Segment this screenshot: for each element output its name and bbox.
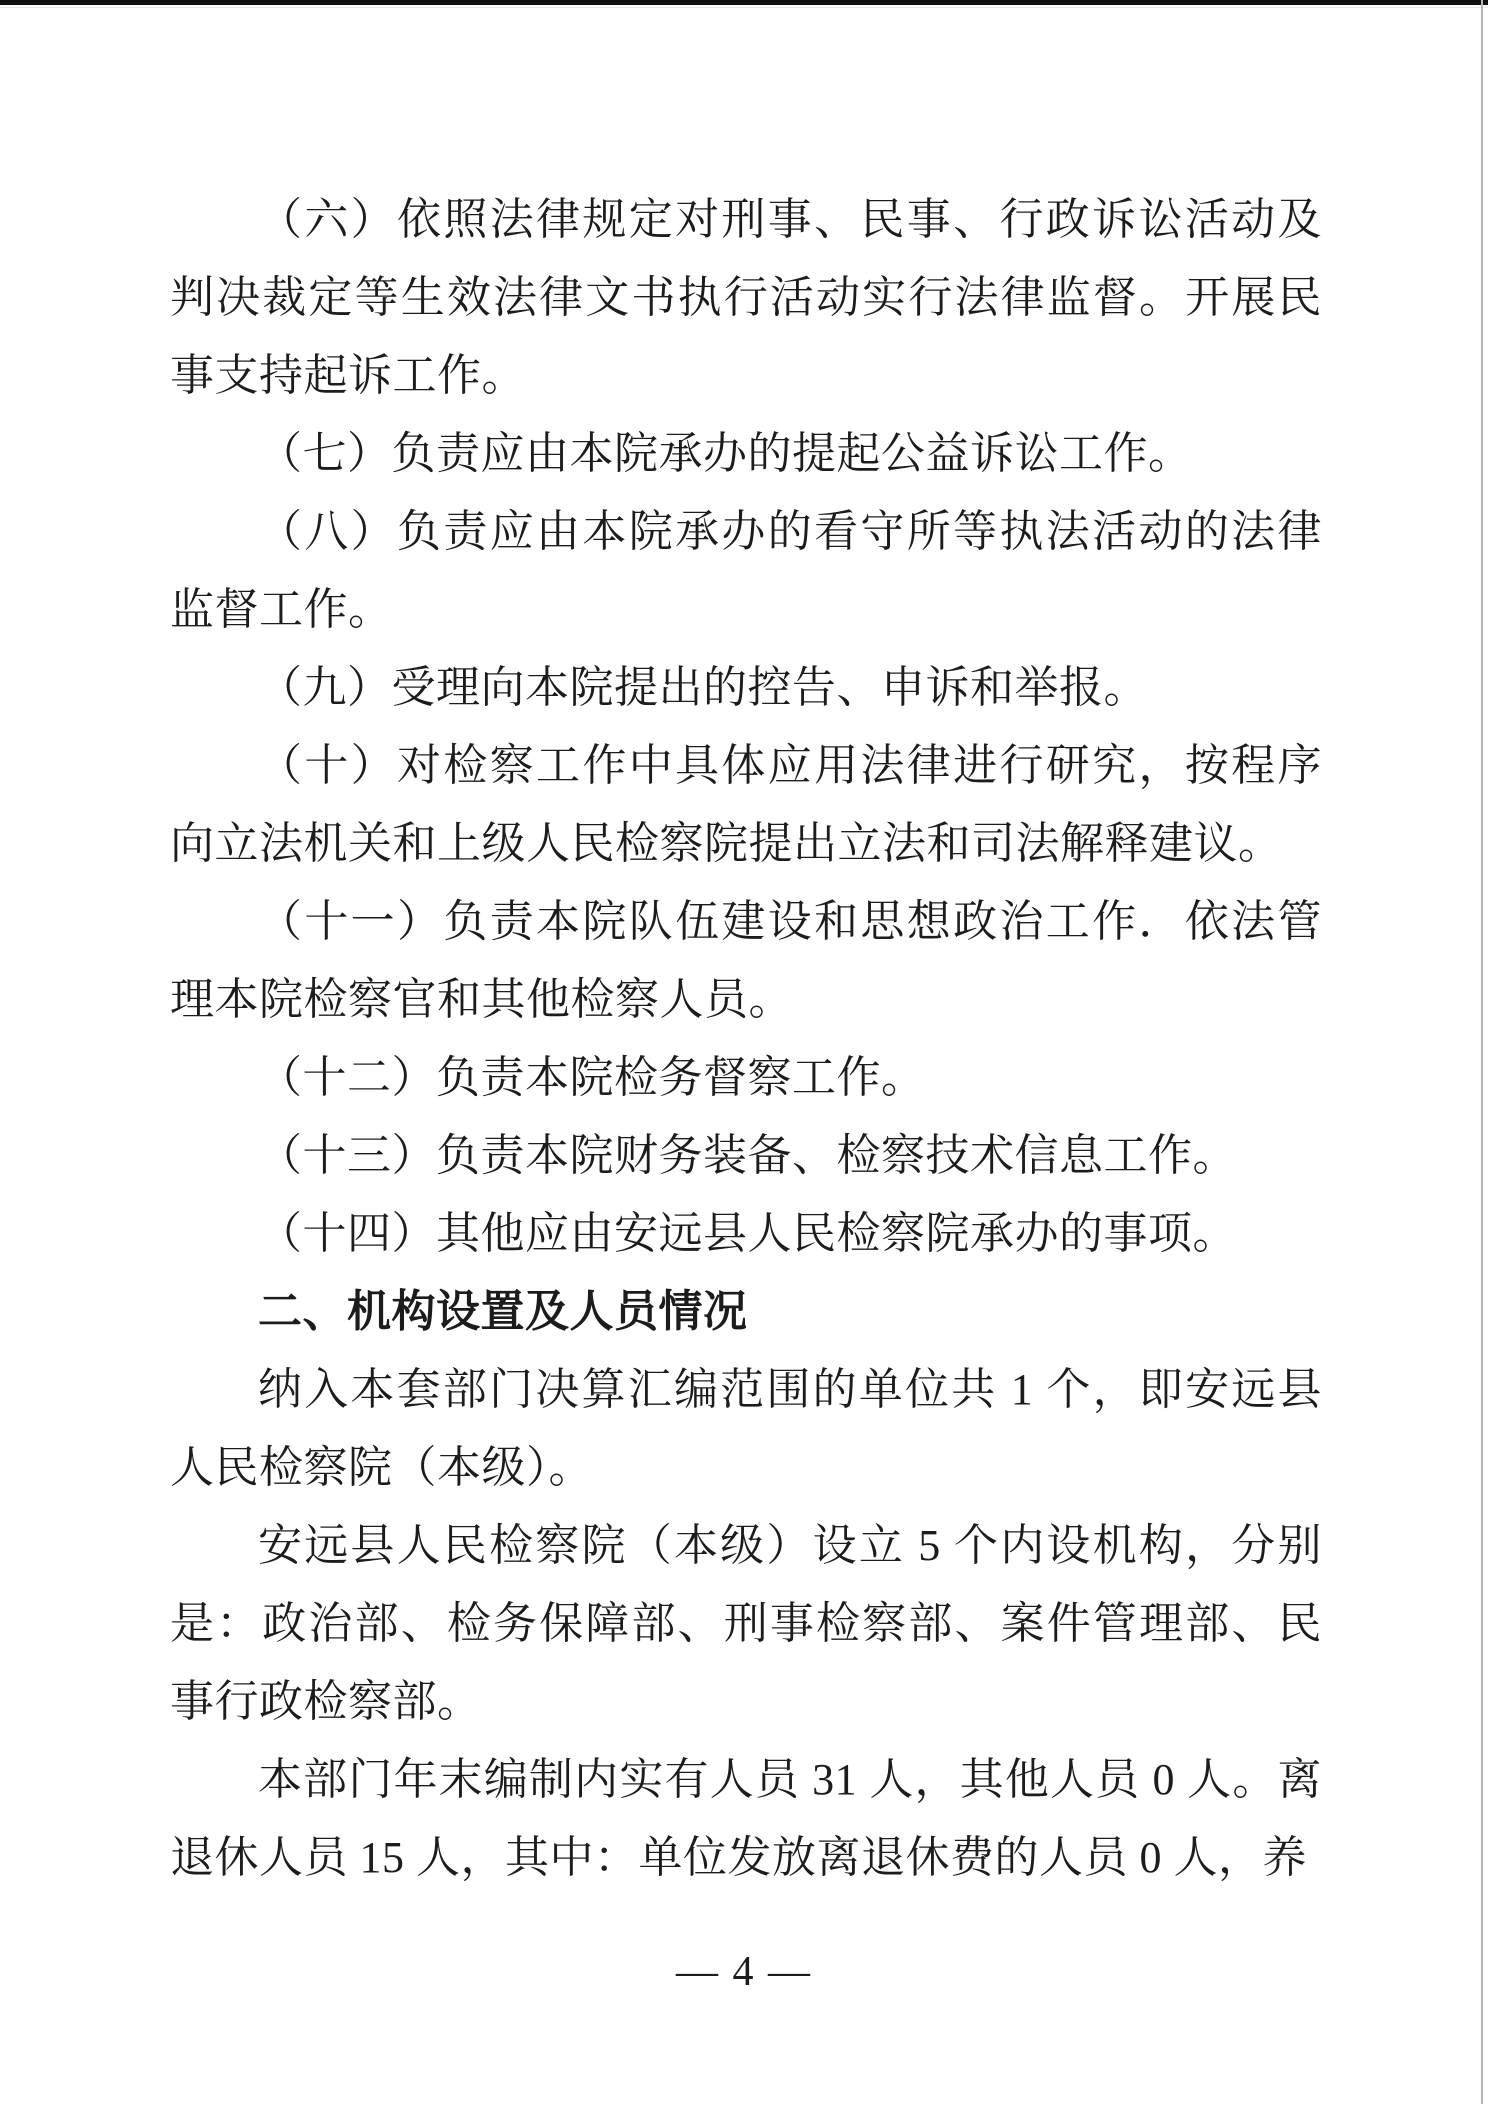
scan-top-shadow — [0, 7, 1488, 8]
page-number: — 4 — — [676, 1949, 812, 1995]
section-heading: 二、机构设置及人员情况 — [258, 1287, 748, 1336]
duty-item-11: （十一）负责本院队伍建设和思想政治工作．依法管理本院检察官和其他检察人员。 — [170, 897, 1322, 1024]
duty-item-8: （八）负责应由本院承办的看守所等执法活动的法律监督工作。 — [170, 507, 1322, 634]
scan-right-edge — [1481, 0, 1483, 2104]
paragraph-organs: 安远县人民检察院（本级）设立 5 个内设机构，分别是：政治部、检务保障部、刑事检察部、案件管理部、民事行政检察部。 — [170, 1521, 1322, 1726]
paragraph-staffing: 本部门年末编制内实有人员 31 人，其他人员 0 人。离退休人员 15 人，其中：单位发放离退休费的人员 0 人，养 — [170, 1755, 1322, 1882]
duty-item-7: （七）负责应由本院承办的提起公益诉讼工作。 — [258, 429, 1193, 478]
document-body — [170, 181, 1322, 1897]
duty-item-6: （六）依照法律规定对刑事、民事、行政诉讼活动及判决裁定等生效法律文书执行活动实行法律监督。开展民事支持起诉工作。 — [170, 195, 1322, 400]
duty-item-10: （十）对检察工作中具体应用法律进行研究，按程序向立法机关和上级人民检察院提出立法和司法解释建议。 — [170, 741, 1322, 868]
duty-item-13: （十三）负责本院财务装备、检察技术信息工作。 — [258, 1131, 1237, 1180]
duty-item-14: （十四）其他应由安远县人民检察院承办的事项。 — [258, 1209, 1237, 1258]
duty-item-12: （十二）负责本院检务督察工作。 — [258, 1053, 926, 1102]
paragraph-units: 纳入本套部门决算汇编范围的单位共 1 个，即安远县人民检察院（本级）。 — [170, 1365, 1322, 1492]
scan-top-edge — [0, 0, 1488, 5]
duty-item-9: （九）受理向本院提出的控告、申诉和举报。 — [258, 663, 1148, 712]
